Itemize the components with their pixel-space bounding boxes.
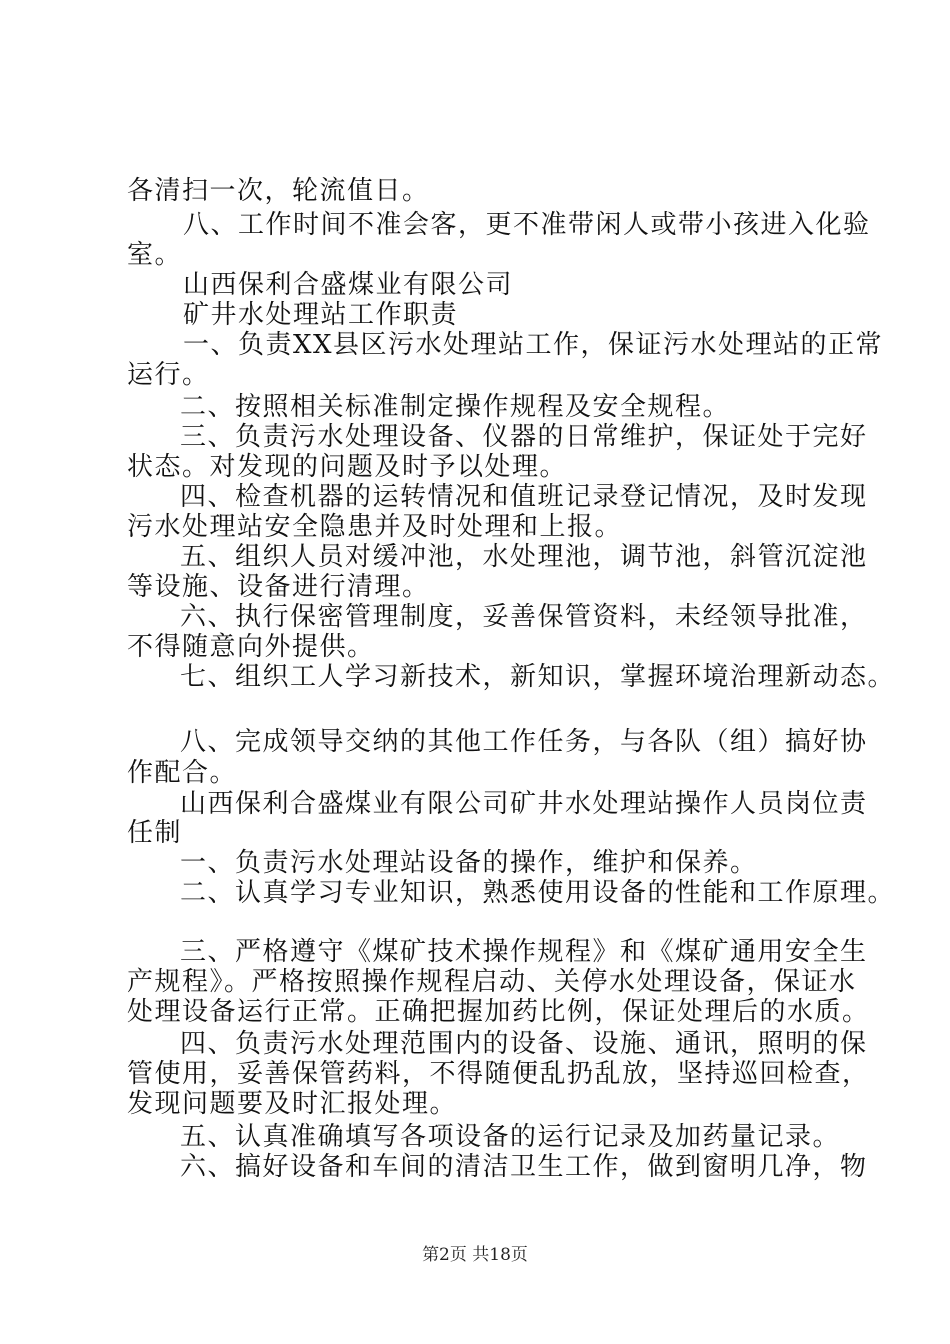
text-line: 四、检查机器的运转情况和值班记录登记情况，及时发现: [180, 482, 868, 512]
text-line: 四、负责污水处理范围内的设备、设施、通讯，照明的保: [180, 1029, 868, 1059]
text-line: 作配合。: [127, 758, 238, 788]
text-line: 发现问题要及时汇报处理。: [127, 1089, 458, 1119]
text-line: 六、执行保密管理制度，妥善保管资料，未经领导批准，: [180, 602, 868, 632]
text-line: 状态。对发现的问题及时予以处理。: [127, 452, 568, 482]
text-line: 三、严格遵守《煤矿技术操作规程》和《煤矿通用安全生: [180, 937, 868, 967]
text-line: 等设施、设备进行清理。: [127, 572, 430, 602]
text-line: 产规程》。严格按照操作规程启动、关停水处理设备，保证水: [127, 967, 857, 997]
text-line: 任制: [127, 818, 183, 848]
text-line: 不得随意向外提供。: [127, 632, 375, 662]
text-line: 矿井水处理站工作职责: [183, 300, 459, 330]
text-line: 三、负责污水处理设备、仪器的日常维护，保证处于完好: [180, 422, 868, 452]
text-line: 各清扫一次，轮流值日。: [127, 176, 430, 206]
text-line: 山西保利合盛煤业有限公司: [183, 270, 514, 300]
text-line: 一、负责XX县区污水处理站工作，保证污水处理站的正常: [183, 330, 884, 360]
text-line: 七、组织工人学习新技术，新知识，掌握环境治理新动态。: [180, 662, 896, 692]
text-line: 污水处理站安全隐患并及时处理和上报。: [127, 512, 623, 542]
page-number-footer: 第2页 共18页: [422, 1245, 528, 1265]
text-line: 五、组织人员对缓冲池，水处理池，调节池，斜管沉淀池: [180, 542, 868, 572]
text-line: 运行。: [127, 360, 210, 390]
text-line: 管使用，妥善保管药料，不得随便乱扔乱放，坚持巡回检查，: [127, 1059, 870, 1089]
text-line: 五、认真准确填写各项设备的运行记录及加药量记录。: [180, 1122, 841, 1152]
text-line: 六、搞好设备和车间的清洁卫生工作，做到窗明几净，物: [180, 1152, 868, 1182]
text-line: 八、工作时间不准会客，更不准带闲人或带小孩进入化验: [183, 210, 871, 240]
text-line: 处理设备运行正常。正确把握加药比例，保证处理后的水质。: [127, 997, 870, 1027]
text-line: 室。: [127, 240, 183, 270]
text-line: 山西保利合盛煤业有限公司矿井水处理站操作人员岗位责: [180, 789, 868, 819]
text-line: 二、按照相关标准制定操作规程及安全规程。: [180, 392, 731, 422]
text-line: 二、认真学习专业知识，熟悉使用设备的性能和工作原理。: [180, 878, 896, 908]
text-line: 一、负责污水处理站设备的操作，维护和保养。: [180, 848, 758, 878]
text-line: 八、完成领导交纳的其他工作任务，与各队（组）搞好协: [180, 727, 868, 757]
